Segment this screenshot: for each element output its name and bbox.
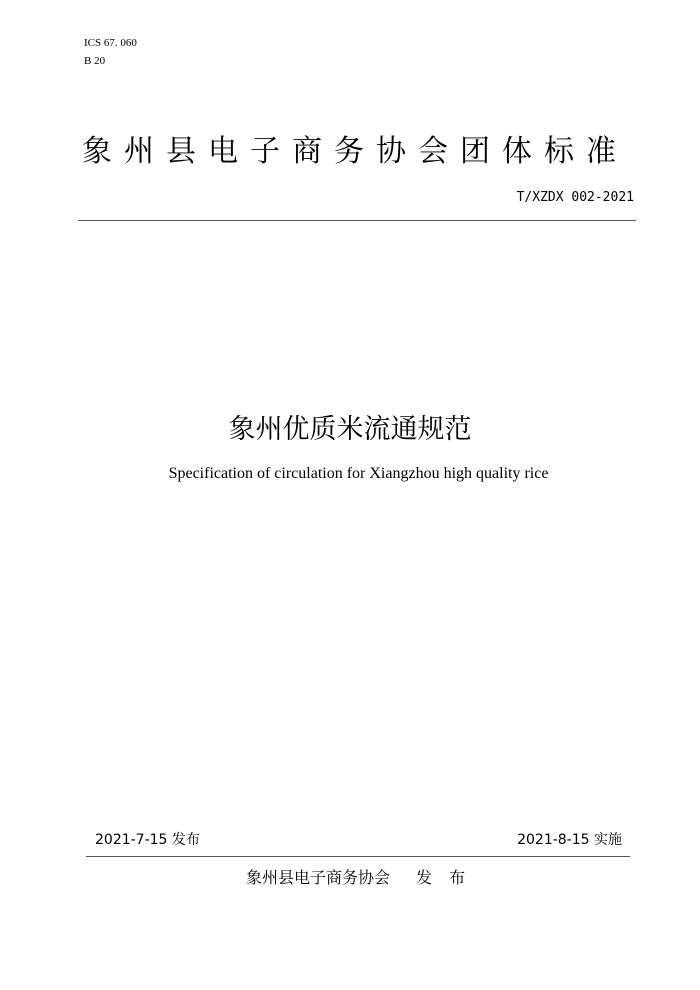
standard-number: T/XZDX 002-2021	[516, 190, 634, 205]
footer-divider	[86, 856, 630, 857]
organization-standard-title: 象州县电子商务协会团体标准	[82, 134, 628, 169]
header-divider	[78, 220, 636, 221]
ics-code: ICS 67. 060	[84, 37, 137, 49]
classification-code: B 20	[84, 55, 106, 67]
publisher-line	[0, 866, 700, 890]
publish-label: 发 布	[415, 868, 472, 887]
issue-date: 2021-7-15 发布	[95, 832, 200, 848]
document-title: 象州优质米流通规范	[228, 414, 472, 445]
document-english-title: Specification of circulation for Xiangzhou high quality rice	[168, 465, 549, 482]
implementation-date: 2021-8-15 实施	[517, 832, 622, 848]
publisher-name: 象州县电子商务协会	[245, 868, 390, 887]
